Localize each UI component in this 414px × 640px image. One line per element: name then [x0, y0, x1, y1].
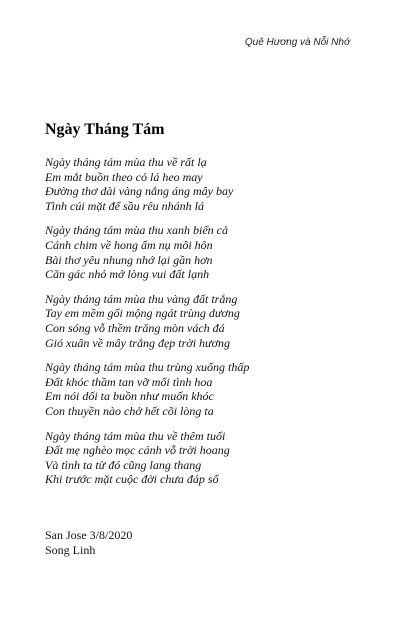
poem-line: Con thuyền nào chở hết cõi lòng ta — [45, 403, 214, 418]
poem-body — [45, 155, 385, 497]
poem-line: Tình cúi mặt để sầu rêu nhánh lá — [45, 198, 204, 213]
poem-line: Và tình ta từ đó cũng lang thang — [45, 457, 202, 472]
author-name: Song Linh — [45, 543, 96, 557]
poem-line: Đất khóc thầm tan vỡ mối tình hoa — [45, 374, 213, 389]
poem-line: Cánh chim về hong ấm nụ môi hôn — [45, 237, 213, 252]
poem-line: Em mắt buồn theo cỏ lá heo may — [45, 169, 203, 184]
poem-line: Tay em mềm gối mộng ngát trùng dương — [45, 306, 240, 321]
poem-line: Ngày tháng tám mùa thu xanh biển cả — [45, 223, 228, 238]
running-header: Quê Hương và Nỗi Nhớ — [244, 37, 350, 48]
stanza-3 — [45, 292, 385, 350]
stanza-5 — [45, 429, 385, 487]
stanza-4 — [45, 360, 385, 418]
poem-line: Đất mẹ nghèo mọc cánh vỗ trời hoang — [45, 443, 230, 458]
poem-line: Ngày tháng tám mùa thu về thêm tuổi — [45, 428, 226, 443]
poem-line: Căn gác nhỏ mở lòng vui đất lạnh — [45, 267, 210, 282]
poem-line: Bài thơ yêu nhung nhớ lại gần hơn — [45, 252, 213, 267]
stanza-2 — [45, 223, 385, 281]
signature-block — [45, 528, 132, 558]
poem-line: Khi trước mặt cuộc đời chưa đáp số — [45, 472, 219, 487]
poem-line: Ngày tháng tám mùa thu về rất lạ — [45, 155, 207, 169]
stanza-1 — [45, 155, 385, 213]
poem-line: Ngày tháng tám mùa thu vàng đất trắng — [45, 291, 238, 306]
poem-line: Con sóng vỗ thềm trăng mòn vách đá — [45, 320, 225, 335]
place-date: San Jose 3/8/2020 — [45, 528, 133, 542]
poem-line: Đường thơ dài vàng nắng áng mây bay — [45, 184, 234, 199]
poem-line: Em nói dối ta buồn như muốn khóc — [45, 389, 214, 404]
poem-title: Ngày Tháng Tám — [45, 121, 165, 138]
poem-line: Ngày tháng tám mùa thu trùng xuống thấp — [45, 360, 250, 375]
poem-line: Gió xuân về mây trắng đẹp trời hương — [45, 335, 230, 350]
